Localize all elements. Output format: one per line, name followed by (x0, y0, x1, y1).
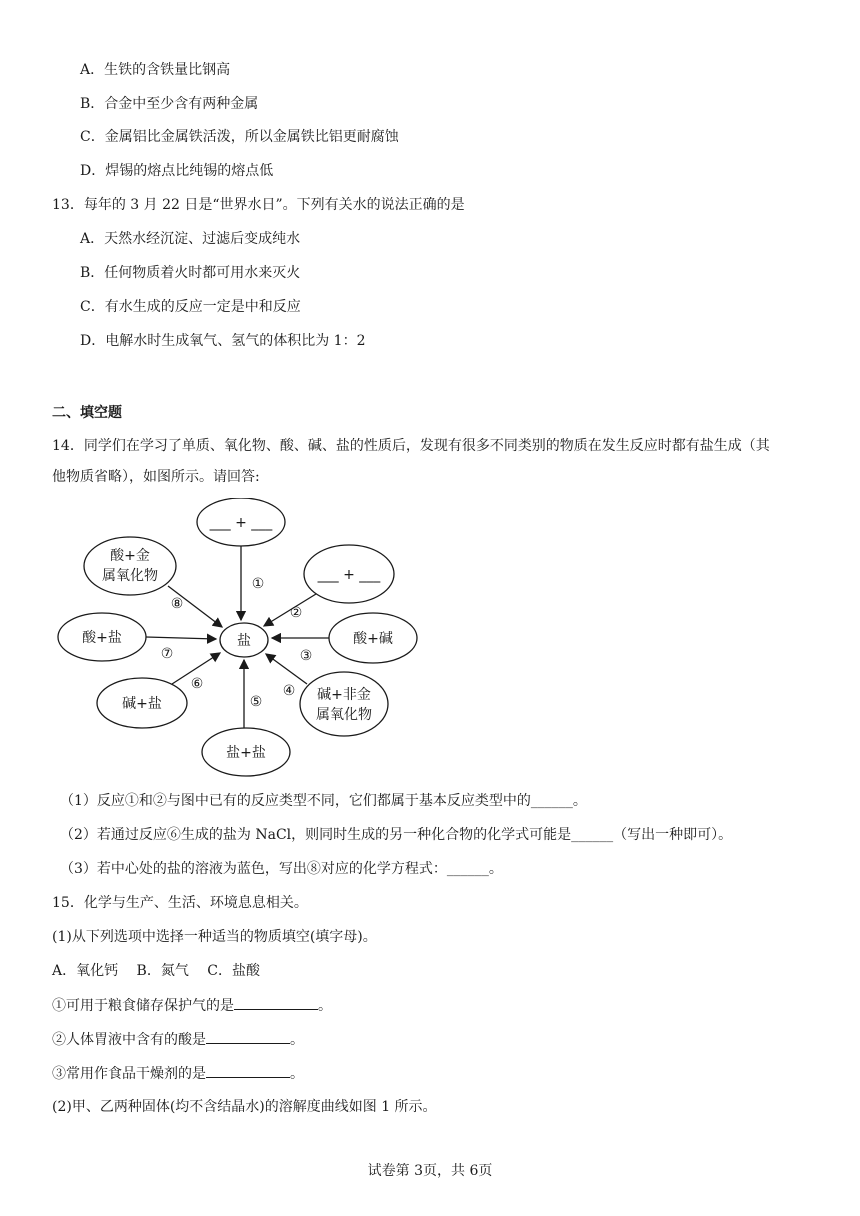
arrow-8-number: ⑧ (170, 596, 184, 612)
q13-stem: 13．每年的 3 月 22 日是“世界水日”。下列有关水的说法正确的是 (52, 197, 465, 213)
q15-item2 (52, 1029, 304, 1050)
period: 。 (290, 1066, 304, 1082)
node-top-left (84, 537, 176, 595)
q15-item1-text: ①可用于粮食储存保护气的是 (52, 998, 234, 1014)
q15-item1 (52, 995, 332, 1016)
q12-option-c: C．金属铝比金属铁活泼，所以金属铁比铝更耐腐蚀 (80, 129, 399, 145)
arrow-7 (146, 637, 216, 639)
arrow-7-number: ⑦ (160, 646, 174, 662)
q15-part1: (1)从下列选项中选择一种适当的物质填空(填字母)。 (52, 929, 377, 945)
page-footer: 试卷第 3页，共 6页 (367, 1163, 493, 1179)
node-right-label: 酸+碱 (353, 631, 393, 647)
q12-option-d: D．焊锡的熔点比纯锡的熔点低 (80, 163, 274, 179)
center-label: 盐 (237, 633, 251, 649)
q14-sub1: （1）反应①和②与图中已有的反应类型不同，它们都属于基本反应类型中的______。 (60, 793, 587, 809)
q13-option-b: B．任何物质着火时都可用水来灭火 (80, 265, 301, 281)
arrow-2-number: ② (289, 605, 303, 621)
answer-blank[interactable] (206, 1029, 290, 1044)
answer-blank[interactable] (234, 995, 318, 1010)
node-bottom-left-label: 碱+盐 (122, 696, 162, 712)
q15-choices: A．氧化钙 B．氮气 C．盐酸 (52, 963, 261, 979)
q15-item3-text: ③常用作食品干燥剂的是 (52, 1066, 206, 1082)
node-bottom-right-label-1: 碱+非金 (317, 687, 371, 703)
section-title: 二、填空题 (52, 405, 122, 421)
node-left-label: 酸+盐 (82, 630, 122, 646)
node-top-left-label-1: 酸+金 (110, 548, 150, 564)
answer-blank[interactable] (206, 1063, 290, 1078)
node-bottom-label: 盐+盐 (226, 745, 266, 761)
arrow-6-number: ⑥ (190, 676, 204, 692)
node-top-label: ___ + ___ (209, 515, 273, 531)
period: 。 (290, 1032, 304, 1048)
arrow-1-number: ① (251, 576, 265, 592)
arrow-4-number: ④ (282, 683, 296, 699)
q14-stem-line1: 14．同学们在学习了单质、氧化物、酸、碱、盐的性质后，发现有很多不同类别的物质在发生反应时都有盐生成（其 (52, 438, 770, 454)
node-bottom-right (300, 672, 388, 736)
q14-stem-line2: 他物质省略），如图所示。请回答: (52, 469, 260, 485)
q15-part2: (2)甲、乙两种固体(均不含结晶水)的溶解度曲线如图 1 所示。 (52, 1099, 437, 1115)
arrow-5-number: ⑤ (249, 694, 263, 710)
q12-option-a: A．生铁的含铁量比钢高 (80, 62, 231, 78)
q12-option-b: B．合金中至少含有两种金属 (80, 96, 259, 112)
q15-item2-text: ②人体胃液中含有的酸是 (52, 1032, 206, 1048)
q13-option-d: D．电解水时生成氧气、氢气的体积比为 1：2 (80, 333, 366, 349)
arrow-3-number: ③ (299, 648, 313, 664)
q15-item3 (52, 1063, 304, 1084)
salt-formation-diagram (0, 498, 860, 788)
q15-stem: 15．化学与生产、生活、环境息息相关。 (52, 895, 308, 911)
period: 。 (318, 998, 332, 1014)
node-bottom-right-label-2: 属氧化物 (316, 707, 372, 723)
q13-option-c: C．有水生成的反应一定是中和反应 (80, 299, 301, 315)
node-top-right-label: ___ + ___ (317, 567, 381, 583)
q13-option-a: A．天然水经沉淀、过滤后变成纯水 (80, 231, 301, 247)
node-top-left-label-2: 属氧化物 (102, 568, 158, 584)
q14-sub3: （3）若中心处的盐的溶液为蓝色，写出⑧对应的化学方程式：______。 (60, 861, 503, 877)
q14-sub2: （2）若通过反应⑥生成的盐为 NaCl，则同时生成的另一种化合物的化学式可能是______（写出一种即可）。 (60, 827, 733, 843)
